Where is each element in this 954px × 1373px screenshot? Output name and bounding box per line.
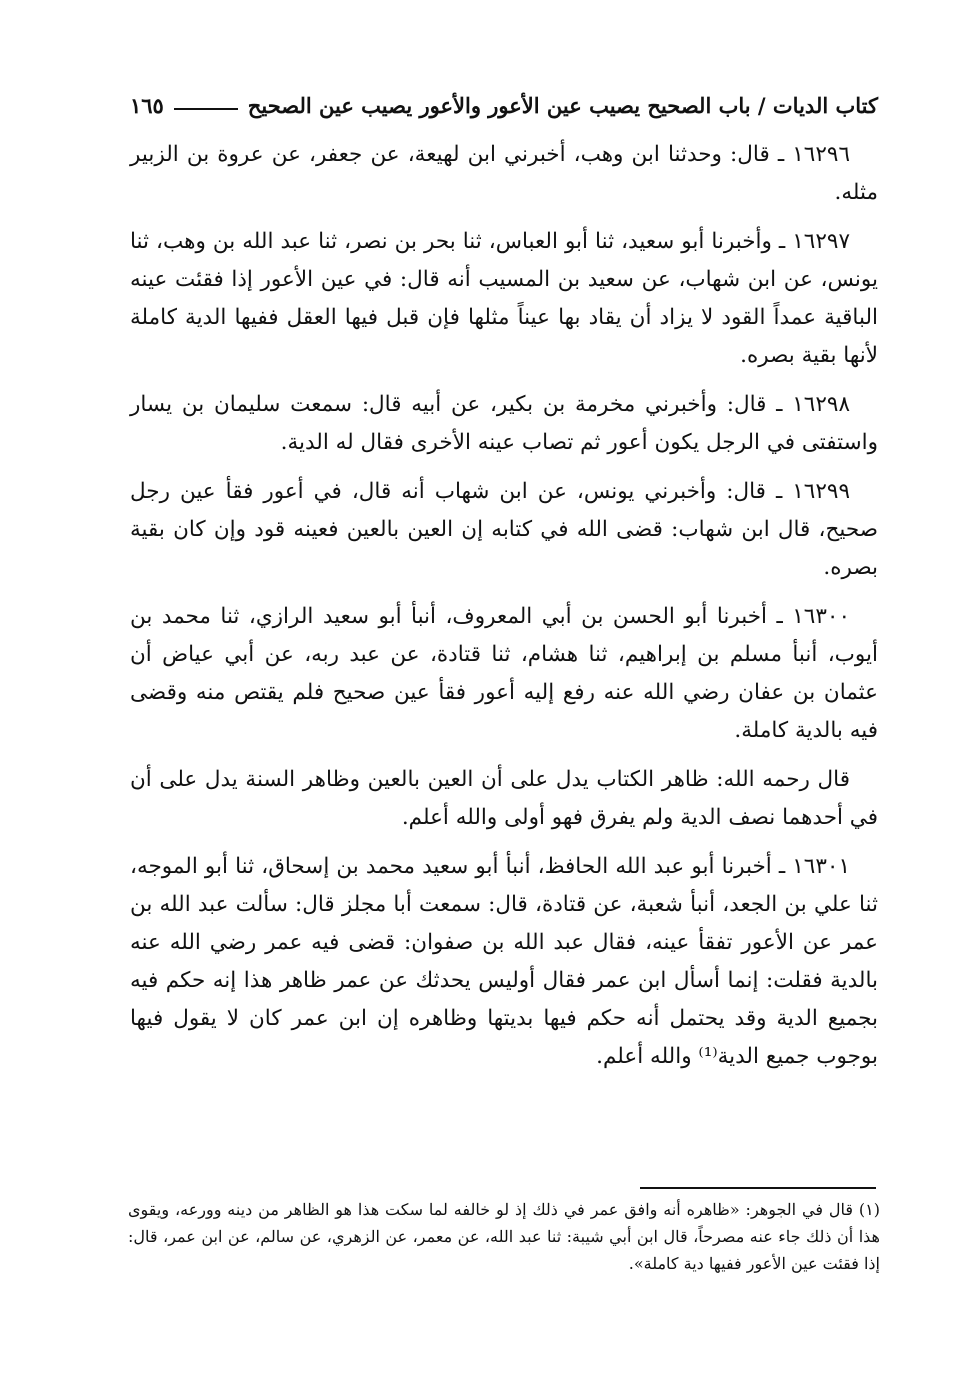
page-number: ١٦٥	[130, 92, 164, 118]
footnote-1: (١) قال في الجوهر: «ظاهره أنه وافق عمر في ذلك إذ لو خالفه لما سكت هذا هو الظاهر من دينه وورعه، ويقوى هذا أن ذلك جاء عنه مصرحاً، قال ابن أبي شيبة: ثنا عبد الله، عن معمر، عن الزهري، عن سالم، عن ابن عمر، قال: إذا فقئت عين الأعور ففيها دية كاملة».	[128, 1200, 881, 1273]
hadith-16298: ١٦٢٩٨ ـ قال: وأخبرني مخرمة بن بكير، عن أبيه قال: سمعت سليمان بن يسار واستفتى في الرجل يكون أعور ثم تصاب عينه الأخرى فقال له الدية.	[130, 392, 878, 455]
hadith-16299: ١٦٢٩٩ ـ قال: وأخبرني يونس، عن ابن شهاب أنه قال، في أعور فقأ عين رجل صحيح، قال ابن شهاب: قضى الله في كتابه إن العين بالعين فعينه قود وإن كان بقية بصره.	[130, 479, 878, 580]
hadith-16297: ١٦٢٩٧ ـ وأخبرنا أبو سعيد، ثنا أبو العباس، ثنا بحر بن نصر، ثنا عبد الله بن وهب، ثنا يونس، عن ابن شهاب، عن سعيد بن المسيب أنه قال: في عين الأعور إذا فقئت عينه الباقية عمداً القود لا يزاد أن يقاد بها عيناً مثلها فإن قبل فيها العقل ففيها الدية كاملة لأنها بقية بصره.	[130, 229, 878, 368]
main-text	[130, 136, 878, 1087]
header-rule	[174, 108, 238, 110]
running-header	[130, 88, 878, 122]
footnote	[128, 1196, 880, 1277]
footnote-separator	[640, 1187, 876, 1189]
hadith-16301: ١٦٣٠١ ـ أخبرنا أبو عبد الله الحافظ، أنبأ أبو سعيد محمد بن إسحاق، ثنا أبو الموجه، ثنا علي بن الجعد، أنبأ شعبة، عن قتادة، قال: سمعت أبا مجلز قال: سألت عبد الله بن عمر عن الأعور تفقأ عينه، فقال عبد الله بن صفوان: قضى فيه عمر رضي الله عنه بالدية فقلت: إنما أسأل ابن عمر فقال أوليس يحدثك عن عمر ظاهر هذا إنه حكم فيه بجميع الدية وقد يحتمل أنه حكم فيها بديتها وظاهره إن ابن عمر كان لا يقول فيها بوجوب جميع الدية⁽¹⁾ والله أعلم.	[130, 854, 878, 1069]
header-title: كتاب الديات / باب الصحيح يصيب عين الأعور والأعور يصيب عين الصحيح	[247, 92, 878, 118]
hadith-16300: ١٦٣٠٠ ـ أخبرنا أبو الحسن بن أبي المعروف، أنبأ أبو سعيد الرازي، ثنا محمد بن أيوب، أنبأ مسلم بن إبراهيم، ثنا هشام، ثنا قتادة، عن عبد ربه، عن أبي عياض أن عثمان بن عفان رضي الله عنه رفع إليه أعور فقأ عين صحيح فلم يقتص منه وقضى فيه بالدية كاملة.	[130, 604, 878, 743]
hadith-16296: ١٦٢٩٦ ـ قال: وحدثنا ابن وهب، أخبرني ابن لهيعة، عن جعفر، عن عروة بن الزبير مثله.	[130, 142, 878, 205]
author-commentary: قال رحمه الله: ظاهر الكتاب يدل على أن العين بالعين وظاهر السنة يدل على أن في أحدهما نصف الدية ولم يفرق فهو أولى والله أعلم.	[130, 767, 878, 830]
